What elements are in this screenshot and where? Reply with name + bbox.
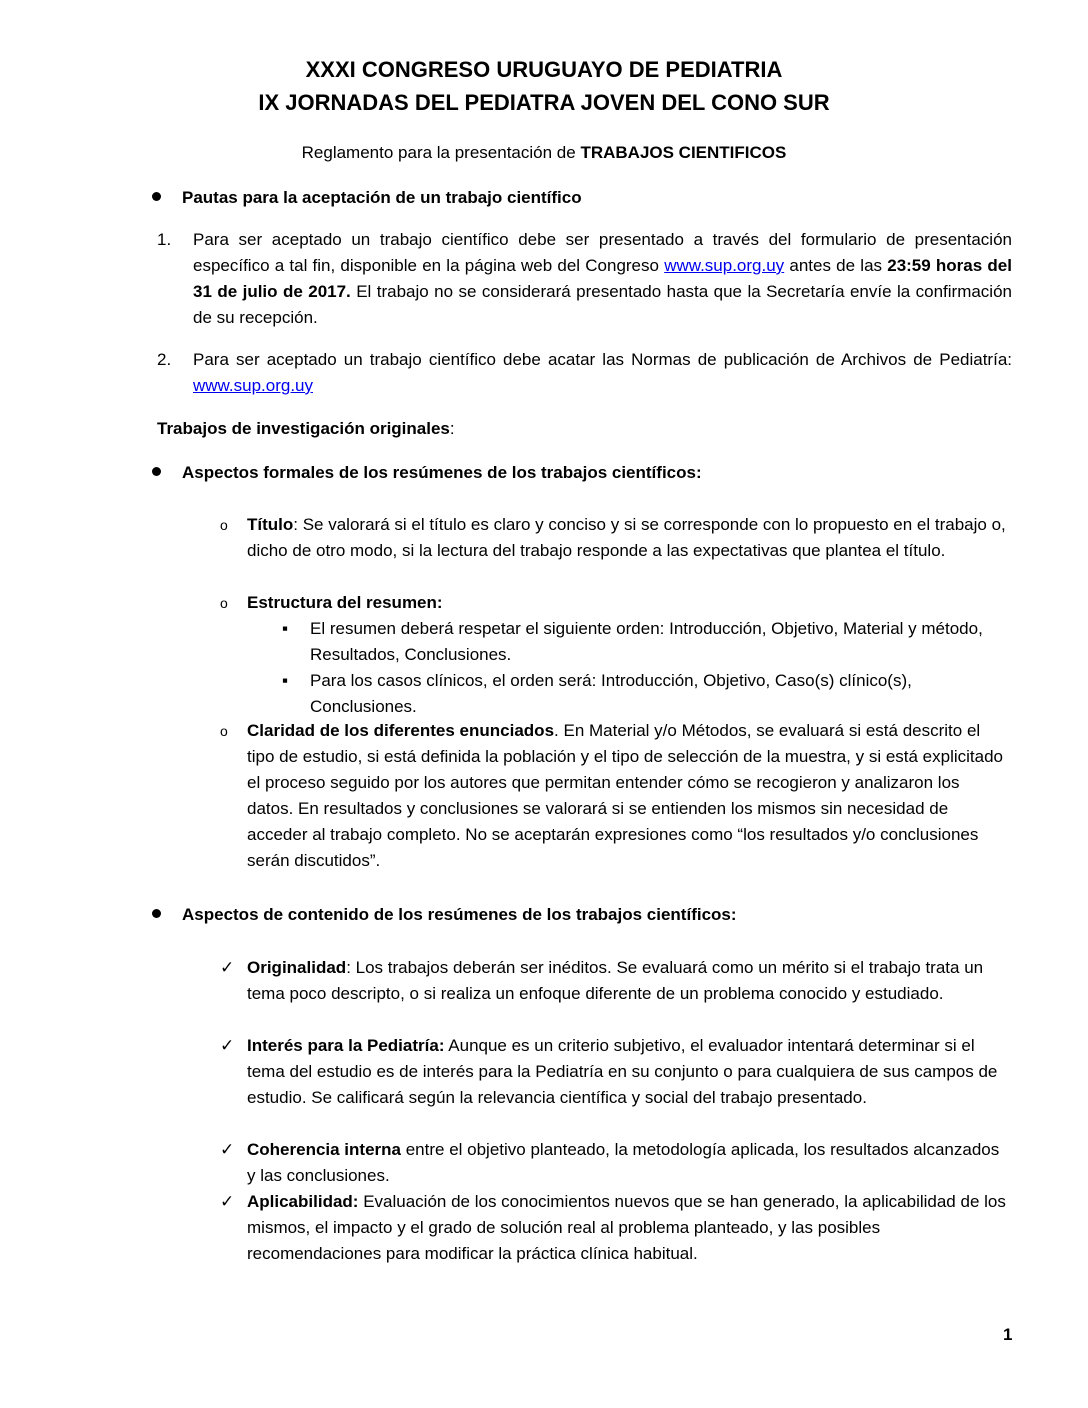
numbered-item-2 bbox=[157, 347, 1012, 399]
checkmark-icon: ✓ bbox=[220, 1192, 235, 1211]
item-label: Interés para la Pediatría: bbox=[247, 1036, 445, 1055]
content-item-aplicabilidad bbox=[220, 1189, 1010, 1267]
square-bullet-icon: ▪ bbox=[282, 619, 289, 638]
section-heading-pautas bbox=[152, 186, 582, 210]
originales-heading-colon: : bbox=[449, 419, 455, 438]
bullet-icon bbox=[152, 467, 161, 476]
item-body: entre el objetivo planteado, la metodología aplicada, los resultados alcanzados y las conclusiones. bbox=[247, 1140, 1000, 1185]
section-heading-text: Aspectos formales de los resúmenes de los trabajos científicos: bbox=[182, 463, 702, 482]
item-text bbox=[247, 1033, 1010, 1111]
formal-item-titulo bbox=[220, 512, 1010, 564]
subitem-text: El resumen deberá respetar el siguiente orden: Introducción, Objetivo, Material y método, Resultados, Conclusiones. bbox=[310, 619, 983, 664]
item-text-c: El trabajo no se considerará presentado hasta que la Secretaría envíe la confirmación de su recepción. bbox=[193, 282, 1012, 327]
item-text-a: Para ser aceptado un trabajo científico debe ser presentado a través del formulario de presentación específico a tal fin, disponible en la página web del Congreso bbox=[193, 230, 1012, 275]
item-body: Aunque es un criterio subjetivo, el evaluador intentará determinar si el tema del estudio es de interés para la Pediatría en su conjunto o para cualquiera de sus campos de estudio. Se calificará según la relevancia científica y social del trabajo presentado. bbox=[247, 1036, 998, 1107]
item-text bbox=[247, 1137, 1010, 1189]
item-text bbox=[247, 512, 1010, 564]
item-label: Claridad de los diferentes enunciados bbox=[247, 721, 555, 740]
item-body: : Los trabajos deberán ser inéditos. Se evaluará como un mérito si el trabajo trata un tema poco descripto, o si realiza un enfoque diferente de un problema conocido y estudiado. bbox=[247, 958, 984, 1003]
numbered-item-1 bbox=[157, 227, 1012, 331]
section-heading-originales bbox=[157, 417, 455, 441]
item-text-b: antes de las bbox=[789, 256, 883, 275]
bullet-icon bbox=[152, 909, 161, 918]
document-title-line1: XXXI CONGRESO URUGUAYO DE PEDIATRIA bbox=[305, 57, 783, 82]
content-item-originalidad bbox=[220, 955, 1010, 1007]
sup-website-link[interactable]: www.sup.org.uy bbox=[664, 256, 785, 275]
section-heading-text: Aspectos de contenido de los resúmenes de los trabajos científicos: bbox=[182, 905, 737, 924]
originales-heading-text: Trabajos de investigación originales bbox=[157, 419, 450, 438]
item-label: Aplicabilidad: bbox=[247, 1192, 359, 1211]
page-number: 1 bbox=[1003, 1325, 1013, 1344]
circle-bullet-icon: o bbox=[220, 595, 228, 611]
circle-bullet-icon: o bbox=[220, 517, 228, 533]
bullet-icon bbox=[152, 192, 161, 201]
subtitle-prefix: Reglamento para la presentación de bbox=[301, 143, 576, 162]
formal-item-estructura bbox=[220, 590, 1010, 616]
formal-item-claridad bbox=[220, 718, 1010, 874]
subtitle-bold: TRABAJOS CIENTIFICOS bbox=[580, 143, 787, 162]
estructura-subitem-2 bbox=[282, 668, 1012, 720]
square-bullet-icon: ▪ bbox=[282, 671, 289, 690]
item-body: . En Material y/o Métodos, se evaluará si está descrito el tipo de estudio, si está definida la población y el tipo de selección de la muestra, y si está explicitado el proceso seguido por los autores que permitan entender cómo se recogieron y analizaron los datos. En resultados y conclusiones se valorará si se entienden los mismos sin necesidad de acceder al trabajo completo. No se aceptarán expresiones como “los resultados y/o conclusiones serán discutidos”. bbox=[247, 721, 1004, 870]
checkmark-icon: ✓ bbox=[220, 958, 235, 977]
item-body: Evaluación de los conocimientos nuevos que se han generado, la aplicabilidad de los mismos, el impacto y el grado de solución real al problema planteado, y las posibles recomendaciones para modificar la práctica clínica habitual. bbox=[247, 1192, 1006, 1263]
estructura-subitem-1 bbox=[282, 616, 1012, 668]
section-heading-aspectos-contenido bbox=[152, 903, 737, 927]
item-label: Estructura del resumen: bbox=[247, 593, 443, 612]
item-text bbox=[247, 1189, 1010, 1267]
section-heading-text: Pautas para la aceptación de un trabajo científico bbox=[182, 188, 582, 207]
item-label: Originalidad bbox=[247, 958, 347, 977]
item-label: Título bbox=[247, 515, 294, 534]
subitem-text: Para los casos clínicos, el orden será: Introducción, Objetivo, Caso(s) clínico(s), Conclusiones. bbox=[310, 671, 912, 716]
checkmark-icon: ✓ bbox=[220, 1036, 235, 1055]
checkmark-icon: ✓ bbox=[220, 1140, 235, 1159]
item-text bbox=[247, 590, 1010, 616]
deadline-text: 23:59 horas del 31 de julio de 2017. bbox=[193, 256, 1012, 301]
content-item-coherencia bbox=[220, 1137, 1010, 1189]
sup-website-link[interactable]: www.sup.org.uy bbox=[193, 376, 313, 395]
item-label: Coherencia interna bbox=[247, 1140, 401, 1159]
item-number: 1. bbox=[157, 230, 172, 249]
document-subtitle bbox=[0, 141, 1088, 165]
item-text-a: Para ser aceptado un trabajo científico debe acatar las Normas de publicación de Archivos de Pediatría: bbox=[193, 350, 1012, 369]
item-text bbox=[193, 347, 1012, 399]
circle-bullet-icon: o bbox=[220, 723, 228, 739]
document-title-line2: IX JORNADAS DEL PEDIATRA JOVEN DEL CONO SUR bbox=[258, 90, 830, 115]
item-body: : Se valorará si el título es claro y conciso y si se corresponde con lo propuesto en el trabajo o, dicho de otro modo, si la lectura del trabajo responde a las expectativas que plantea el título. bbox=[247, 515, 1006, 560]
section-heading-aspectos-formales bbox=[152, 461, 702, 485]
item-text bbox=[193, 227, 1012, 331]
item-number: 2. bbox=[157, 350, 172, 369]
item-text bbox=[247, 718, 1010, 874]
item-text bbox=[247, 955, 1010, 1007]
content-item-interes bbox=[220, 1033, 1010, 1111]
